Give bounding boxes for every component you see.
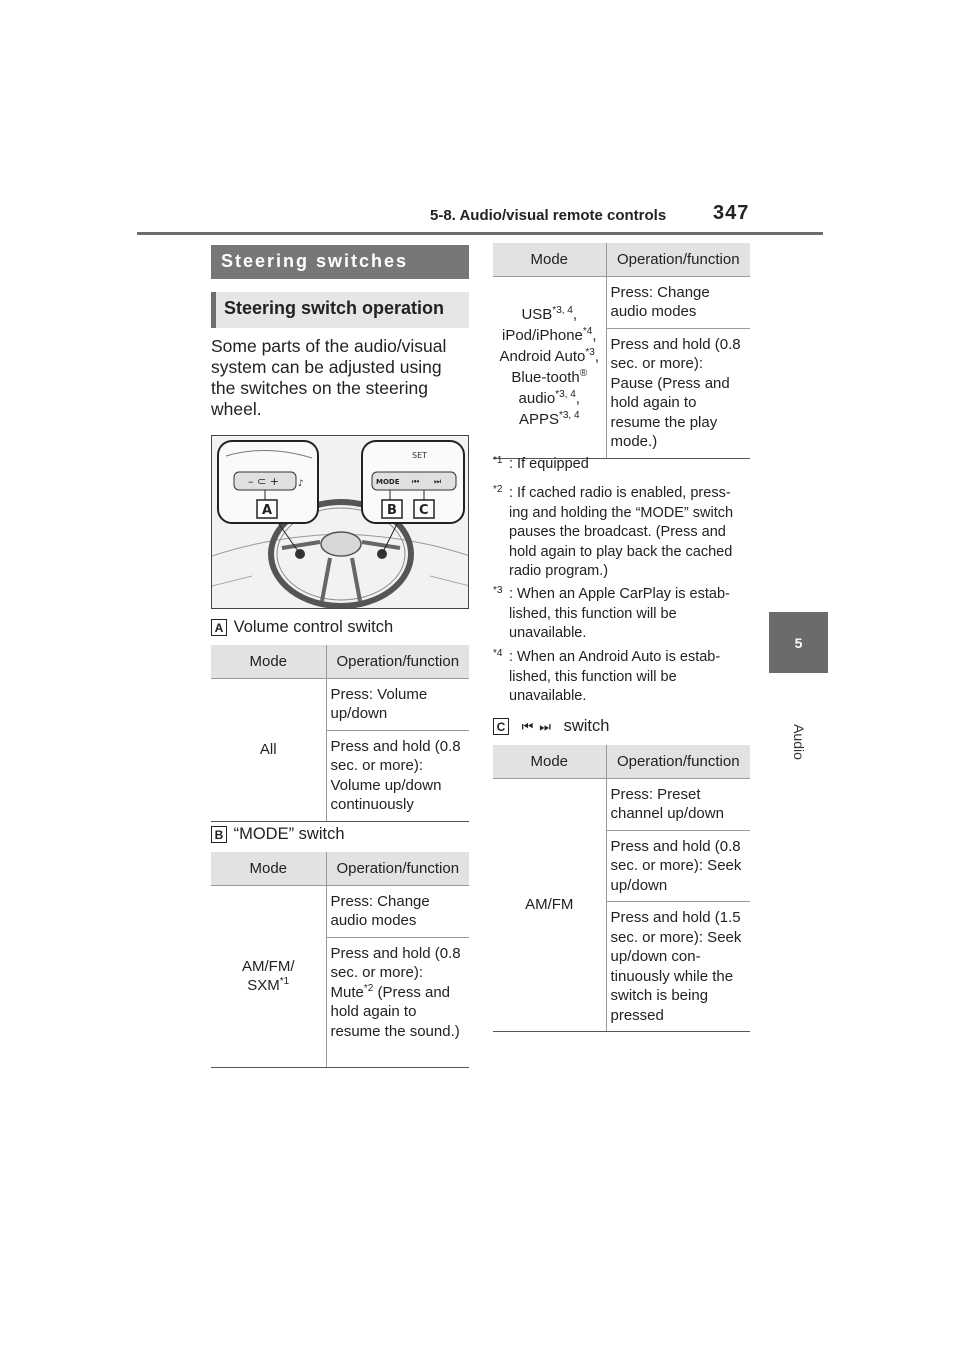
mode-cell: AM/FM/ SXM$^{*1}$ xyxy=(211,885,326,1067)
callout-a: A xyxy=(262,503,273,518)
footnote-2: *2 : If cached radio is enabled, press-ing and holding the “MODE” switch pauses the broadcast. (Press and hold again to play back the cached radio program.) xyxy=(493,484,734,579)
op-cell: Press and hold (0.8 sec. or more): Seek up/down xyxy=(606,830,750,902)
chapter-tab[interactable] xyxy=(769,612,828,673)
set-label: SET xyxy=(412,451,428,460)
page-number: 347 xyxy=(713,202,750,224)
switch-b-table: Mode Operation/function AM/FM/ SXM$^{*1}$ Press: Change audio modes Press and hold (0.8 sec. or more): Mute$^{*2}$ (Press and hold again to resume the sound.) xyxy=(211,852,469,1068)
steering-wheel-illustration xyxy=(211,435,469,609)
switch-b-table-continued: Mode Operation/function USB$^{*3, 4}$, iPod/iPhone$^{*4}$, Android Auto$^{*3}$, Blue-tooth® audio$^{*3, 4}$, APPS$^{*3, 4}$ Press: Change audio modes Press and hold (0.8 sec. or more): Pause (Press and hold again to resume the play mode.) xyxy=(493,243,750,459)
op-cell: Press: Change audio modes xyxy=(606,276,750,328)
op-cell: Press: Volume up/down xyxy=(326,678,469,730)
section-title: Steering switches xyxy=(211,245,469,279)
op-cell: Press and hold (0.8 sec. or more): Mute$^{*2}$ (Press and hold again to resume the sound.) xyxy=(326,937,469,1067)
footnote-3: *3 : When an Apple CarPlay is estab-lished, this function will be unavailable. xyxy=(493,585,730,641)
op-cell: Press and hold (0.8 sec. or more): Volume up/down continuously xyxy=(326,730,469,821)
header-rule xyxy=(137,232,823,235)
section-header-title: 5-8. Audio/visual remote controls xyxy=(430,207,667,224)
op-cell: Press: Preset channel up/down xyxy=(606,778,750,830)
table-row xyxy=(211,678,469,730)
op-cell: Press and hold (1.5 sec. or more): Seek up/down con-tinuously while the switch is being pressed xyxy=(606,902,750,1032)
op-cell: Press: Change audio modes xyxy=(326,885,469,937)
letter-a-box: A xyxy=(211,619,227,636)
mode-cell: USB$^{*3, 4}$, iPod/iPhone$^{*4}$, Android Auto$^{*3}$, Blue-tooth® audio$^{*3, 4}$, APPS$^{*3, 4}$ xyxy=(493,276,606,458)
svg-text:⏮: ⏮ xyxy=(412,477,420,486)
svg-text:♪: ♪ xyxy=(298,479,304,489)
footnote-1: *1 : If equipped xyxy=(493,455,589,472)
footnote-4: *4 : When an Android Auto is estab-lished, this function will be unavailable. xyxy=(493,648,721,704)
chapter-label: Audio xyxy=(790,724,807,760)
table-row xyxy=(493,778,750,830)
chapter-number: 5 xyxy=(794,634,803,651)
next-track-icon: ⏭ xyxy=(539,719,551,734)
switch-c-table: Mode Operation/function AM/FM Press: Preset channel up/down Press and hold (0.8 sec. or more): Seek up/down Press and hold (1.5 sec. or more): Seek up/down con-tinuously while the switch is being pressed xyxy=(493,745,750,1032)
col-operation: Operation/function xyxy=(326,645,469,678)
prev-track-icon: ⏮ xyxy=(521,719,534,734)
svg-text:– ⊂ +: – ⊂ + xyxy=(248,475,279,488)
mode-cell: AM/FM xyxy=(493,778,606,1032)
mode-label: MODE xyxy=(376,478,400,486)
switch-b-caption: B “MODE” switch xyxy=(211,825,345,844)
switch-c-caption: C ⏮ ⏭ switch xyxy=(493,717,609,736)
mode-cell: All xyxy=(211,678,326,821)
switch-a-table xyxy=(211,645,469,822)
op-cell: Press and hold (0.8 sec. or more): Pause (Press and hold again to resume the play mode.) xyxy=(606,328,750,458)
svg-text:⏭: ⏭ xyxy=(434,477,442,486)
intro-paragraph: Some parts of the audio/visual system can be adjusted using the switches on the steering wheel. xyxy=(211,336,447,419)
switch-a-caption: A Volume control switch xyxy=(211,618,393,637)
callout-b: B xyxy=(387,503,397,518)
letter-b-box: B xyxy=(211,826,227,843)
col-mode: Mode xyxy=(211,645,326,678)
table-row xyxy=(493,276,750,328)
subsection-title: Steering switch operation xyxy=(211,292,469,328)
letter-c-box: C xyxy=(493,718,509,735)
callout-c: C xyxy=(419,503,429,518)
table-row xyxy=(211,885,469,937)
